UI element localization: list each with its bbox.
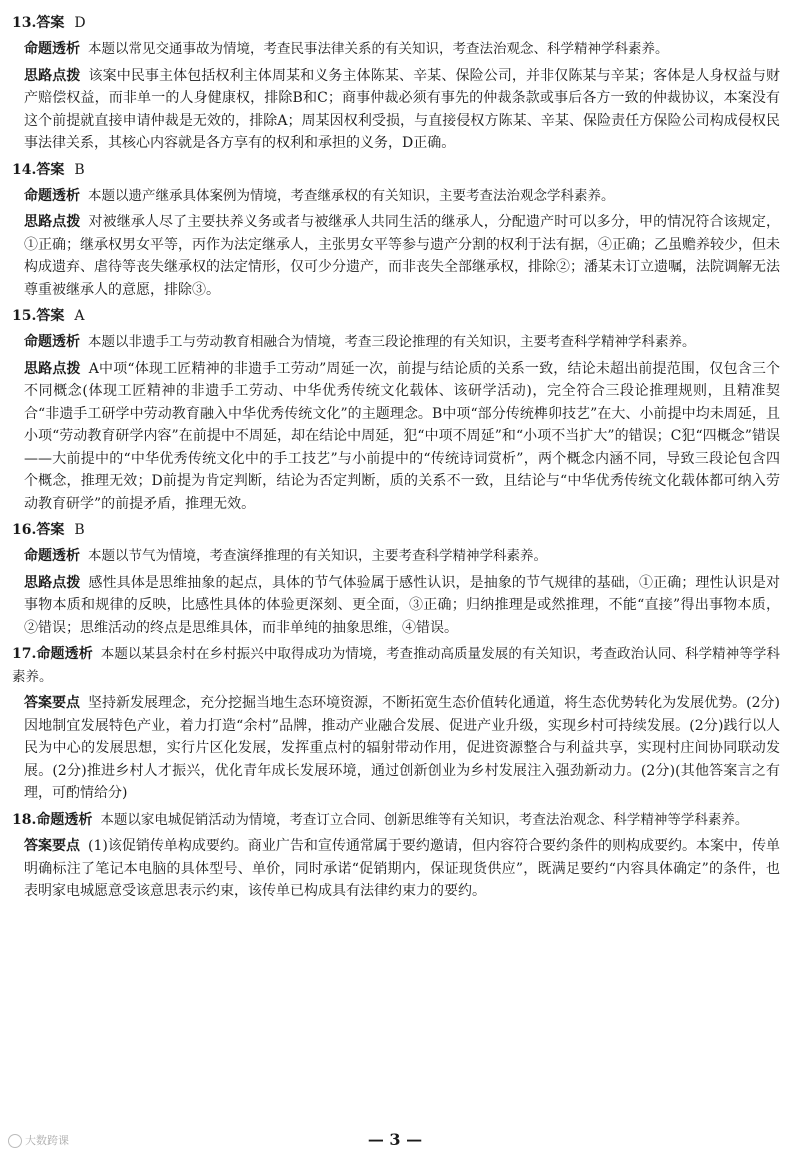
question-number: 14. (12, 161, 37, 178)
question-17 (12, 643, 780, 805)
answer-value: B (74, 161, 85, 178)
intro-text: 本题以遗产继承具体案例为情境，考查继承权的有关知识，主要考查法治观念学科素养。 (88, 187, 615, 204)
hint-label: 思路点拨 (24, 574, 81, 591)
question-16-header (12, 519, 780, 541)
question-18-intro (12, 809, 780, 832)
answer-value: B (74, 522, 85, 538)
intro-label: 命题透析 (24, 41, 80, 57)
question-14-intro (12, 185, 780, 208)
question-15-hint (12, 358, 780, 516)
answer-page (12, 12, 780, 907)
page-number: — 3 — (367, 1130, 423, 1149)
question-18-points (12, 835, 780, 903)
hint-text: 对被继承人尽了主要扶养义务或者与被继承人共同生活的继承人，分配遗产时可以多分，甲的情况符合该规定，①正确；继承权男女平等，丙作为法定继承人，主张男女平等参与遗产分割的权利于法有据，④正确；乙虽赡养较少，但未构成遗弃、虐待等丧失继承权的法定情形，仅可少分遗产，而非丧失全部继承权，排除②；潘某未订立遗嘱，法院调解无法尊重被继承人的意愿，排除③。 (24, 214, 781, 298)
answer-value: A (74, 308, 85, 324)
answer-value: D (74, 15, 86, 31)
question-number: 18. (12, 811, 37, 828)
hint-label: 思路点拨 (24, 360, 81, 377)
question-13-intro (12, 38, 780, 61)
question-15-intro (12, 331, 780, 354)
answer-label: 答案 (36, 308, 65, 324)
points-text: 坚持新发展理念，充分挖掘当地生态环境资源，不断拓宽生态价值转化通道，将生态优势转化为发展优势。(2分)因地制宜发展特色产业，着力打造“余村”品牌，推动产业融合发展、促进产业升级，实现乡村可持续发展。(2分)践行以人民为中心的发展思想，实行片区化发展，发挥重点村的辐射带动作用，促进资源整合与利益共享，实现村庄间协同联动发展。(2分)推进乡村人才振兴，优化青年成长发展环境，通过创新创业为乡村发展注入强劲新动力。(2分)(其他答案言之有理，可酌情给分) (24, 695, 781, 801)
hint-label: 思路点拨 (24, 214, 81, 230)
question-14-header (12, 159, 780, 181)
question-13 (12, 12, 780, 155)
points-label: 答案要点 (24, 695, 81, 711)
intro-text: 本题以家电城促销活动为情境，考查订立合同、创新思维等有关知识，考查法治观念、科学精神等学科素养。 (100, 811, 749, 828)
question-17-points (12, 692, 780, 805)
hint-text: 该案中民事主体包括权利主体周某和义务主体陈某、辛某、保险公司，并非仅陈某与辛某；客体是人身权益与财产赔偿权益，而非单一的人身健康权，排除B和C；商事仲裁必须有事先的仲裁条款或事后各方一致的仲裁协议，本案没有这个前提就直接申请仲裁是无效的，排除A；周某因权利受损，与直接侵权方陈某、辛某、保险责任方保险公司构成侵权民事法律关系，其核心内容就是各方享有的权利和承担的义务，D正确。 (24, 67, 781, 151)
question-16-hint (12, 572, 780, 640)
hint-text: A中项“体现工匠精神的非遗手工劳动”周延一次，前提与结论质的关系一致，结论未超出前提范围，仅包含三个不同概念(体现工匠精神的非遗手工劳动、中华优秀传统文化载体、该研学活动)，完全符合三段论推理规则，且精准契合“非遗手工研学中劳动教育融入中华优秀传统文化”的主题理念。B中项“部分传统榫卯技艺”在大、小前提中均未周延，且小项“劳动教育研学内容”在前提中不周延，却在结论中周延，犯“中项不周延”和“小项不当扩大”的错误；C犯“四概念”错误——大前提中的“中华优秀传统文化中的手工技艺”与小前提中的“传统诗词赏析”，两个概念内涵不同，导致三段论包含四个概念，推理无效；D前提为肯定判断，结论为否定判断，质的关系不一致，且结论与“中华优秀传统文化载体都可纳入劳动教育研学”的前提矛盾，推理无效。 (24, 360, 780, 512)
points-label: 答案要点 (24, 838, 81, 854)
intro-label: 命题透析 (36, 811, 93, 828)
intro-label: 命题透析 (36, 646, 93, 662)
question-number: 13. (12, 15, 37, 31)
hint-text: 感性具体是思维抽象的起点，具体的节气体验属于感性认识，是抽象的节气规律的基础，①正确；理性认识是对事物本质和规律的反映，比感性具体的体验更深刻、更全面，③正确；归纳推理是或然推理，不能“直接”得出事物本质，②错误；思维活动的终点是思维具体，而非单纯的抽象思维，④错误。 (24, 574, 781, 636)
question-16 (12, 519, 780, 639)
question-13-hint (12, 65, 780, 155)
intro-label: 命题透析 (24, 334, 80, 350)
question-14-hint (12, 211, 780, 301)
question-13-header (12, 12, 780, 34)
question-18 (12, 809, 780, 903)
question-17-intro (12, 643, 780, 688)
hint-label: 思路点拨 (24, 67, 81, 84)
intro-label: 命题透析 (24, 548, 80, 564)
watermark-text: 大数跨课 (25, 1134, 69, 1147)
answer-label: 答案 (36, 15, 65, 31)
intro-text: 本题以非遗手工与劳动教育相融合为情境，考查三段论推理的有关知识，主要考查科学精神学科素养。 (88, 334, 696, 350)
intro-label: 命题透析 (24, 187, 80, 204)
question-15-header (12, 305, 780, 327)
question-15 (12, 305, 780, 515)
question-16-intro (12, 545, 780, 568)
question-14 (12, 159, 780, 302)
question-number: 16. (12, 522, 37, 538)
answer-label: 答案 (36, 161, 65, 178)
question-number: 15. (12, 308, 37, 324)
intro-text: 本题以常见交通事故为情境，考查民事法律关系的有关知识，考查法治观念、科学精神学科素养。 (88, 41, 669, 57)
intro-text: 本题以某县余村在乡村振兴中取得成功为情境，考查推动高质量发展的有关知识，考查政治认同、科学精神等学科素养。 (12, 646, 781, 685)
question-number: 17. (12, 646, 37, 662)
answer-label: 答案 (36, 522, 65, 538)
intro-text: 本题以节气为情境，考查演绎推理的有关知识，主要考查科学精神学科素养。 (88, 548, 547, 564)
points-text: (1)该促销传单构成要约。商业广告和宣传通常属于要约邀请，但内容符合要约条件的则构成要约。本案中，传单明确标注了笔记本电脑的具体型号、单价，同时承诺“促销期内，保证现货供应”，既满足要约“内容具体确定”的条件，也表明家电城愿意受该意思表示约束，该传单已构成具有法律约束力的要约。 (24, 838, 781, 899)
